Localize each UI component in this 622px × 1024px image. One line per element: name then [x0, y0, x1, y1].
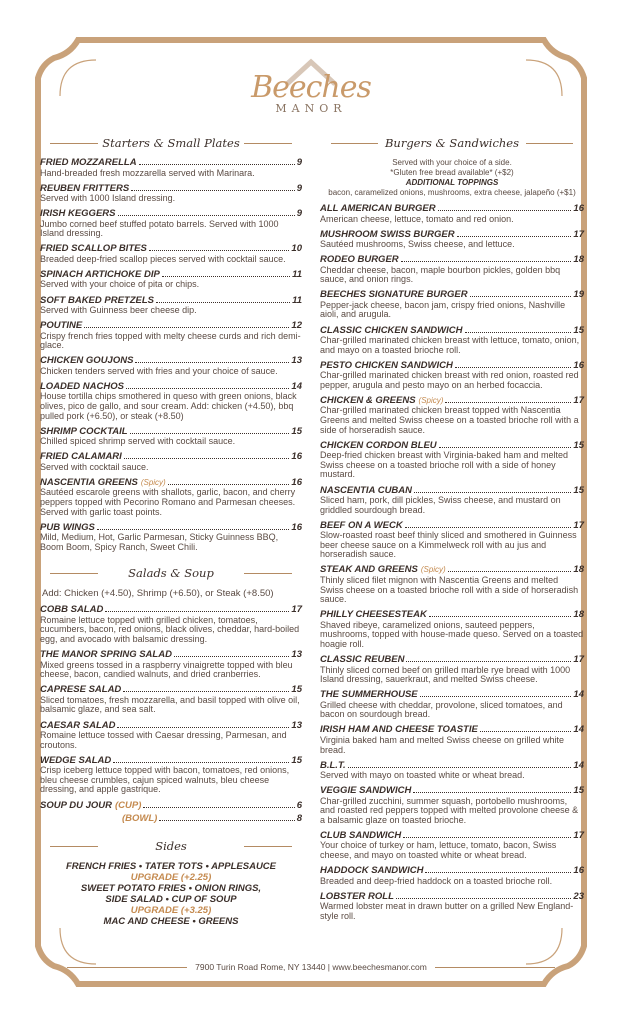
menu-item-name: ALL AMERICAN BURGER	[320, 203, 436, 214]
menu-item-description: Romaine lettuce tossed with Caesar dressing, Parmesan, and croutons.	[40, 730, 287, 750]
starters-title: Starters & Small Plates	[40, 136, 302, 150]
soup-cup-price: 6	[296, 799, 302, 811]
dot-leader	[348, 767, 572, 768]
menu-item	[320, 831, 584, 861]
menu-item-name: THE MANOR SPRING SALAD	[40, 649, 172, 661]
dot-leader	[162, 276, 290, 277]
menu-item-name: FRIED MOZZARELLA	[40, 157, 137, 168]
dot-leader	[84, 327, 289, 328]
menu-item-price: 23	[573, 890, 584, 902]
dot-leader	[143, 807, 294, 808]
menu-item-description: Thinly sliced corned beef on grilled marble rye bread with 1000 Island dressing, sauerkraut, and melted Swiss cheese.	[320, 664, 571, 685]
menu-item-description: Sautéed escarole greens with shallots, garlic, bacon, and cherry peppers topped with Pecorino Romano and Parmesan cheeses. Served with garlic toast points.	[40, 487, 296, 517]
menu-item	[320, 255, 584, 285]
menu-item-name: CHICKEN GOUJONS	[40, 355, 134, 367]
spicy-tag: (Spicy)	[140, 477, 166, 487]
menu-item-name: REUBEN FRITTERS	[40, 182, 130, 194]
menu-item-description: Chilled spiced shrimp served with cocktail sauce.	[40, 436, 236, 447]
menu-item-price: 16	[291, 476, 302, 488]
sides-upgrade-2: UPGRADE (+3.25)	[130, 904, 212, 916]
menu-item	[320, 761, 584, 781]
menu-item-price: 16	[291, 451, 302, 463]
menu-item	[40, 296, 302, 316]
dot-leader	[448, 571, 572, 572]
menu-item-name: NASCENTIA GREENS	[40, 476, 138, 488]
menu-item-description: Jumbo corned beef stuffed potato barrels. Served with 1000 Island dressing.	[40, 218, 279, 239]
menu-item-price: 15	[573, 484, 584, 496]
dot-leader	[135, 362, 289, 363]
menu-item-name: BEECHES SIGNATURE BURGER	[320, 289, 468, 301]
menu-item-name: NASCENTIA CUBAN	[320, 484, 413, 496]
menu-item	[40, 321, 302, 351]
menu-item-name: CAESAR SALAD	[40, 719, 116, 731]
spicy-tag: (Spicy)	[418, 395, 444, 405]
dot-leader	[405, 527, 572, 528]
menu-item-price: 14	[291, 380, 302, 392]
salads-add-ons: Add: Chicken (+4.50), Shrimp (+6.50), or Steak (+8.50)	[42, 588, 274, 600]
menu-item-price: 17	[573, 394, 584, 406]
menu-item-description: Breaded and deep-fried haddock on a toasted brioche roll.	[320, 875, 553, 886]
dot-leader	[413, 792, 571, 793]
menu-item-price: 14	[573, 724, 584, 736]
menu-item-price: 9	[296, 182, 302, 194]
menu-item-price: 14	[573, 759, 584, 771]
menu-item-price: 13	[291, 719, 302, 731]
menu-item-name: WEDGE SALAD	[40, 754, 112, 766]
menu-item-description: Sliced ham, pork, dill pickles, Swiss cheese, and mustard on griddled sourdough bread.	[320, 495, 561, 515]
menu-item-name: VEGGIE SANDWICH	[320, 785, 412, 797]
menu-item-description: Char-grilled marinated chicken breast with red onion, roasted red pepper, arugula and pesto mayo on an herbed focaccia.	[320, 370, 579, 390]
menu-item-name: PHILLY CHEESESTEAK	[320, 609, 427, 621]
menu-item	[40, 721, 302, 751]
menu-item-description: Deep-fried chicken breast with Virginia-baked ham and melted Swiss cheese on a toasted brioche roll with a side of honey mustard.	[320, 450, 568, 480]
dot-leader	[403, 837, 571, 838]
salads-list	[40, 605, 302, 795]
menu-item-price: 17	[573, 829, 584, 841]
salads-title: Salads & Soup	[40, 566, 302, 580]
menu-item-name: CHICKEN CORDON BLEU	[320, 439, 437, 451]
menu-item-name: B.L.T.	[320, 759, 346, 771]
menu-item	[320, 486, 584, 516]
menu-item	[40, 184, 302, 204]
menu-item-description: Sliced tomatoes, fresh mozzarella, and basil topped with olive oil, balsamic glaze, and sea salt.	[40, 694, 300, 715]
menu-item-price: 16	[291, 521, 302, 533]
dot-leader	[438, 210, 572, 211]
menu-item	[320, 892, 584, 922]
menu-item	[320, 655, 584, 685]
menu-item-name: RODEO BURGER	[320, 254, 399, 266]
menu-item-description: Chicken tenders served with fries and your choice of sauce.	[40, 365, 278, 376]
menu-item	[320, 361, 584, 391]
dot-leader	[420, 696, 572, 697]
menu-item-price: 17	[573, 654, 584, 666]
menu-item-price: 17	[573, 519, 584, 531]
sandwich-list	[320, 204, 584, 921]
menu-item-description: Hand-breaded fresh mozzarella served with Marinara.	[40, 167, 255, 178]
side-note: Served with your choice of a side.	[392, 158, 512, 167]
menu-item	[40, 270, 302, 290]
menu-item	[320, 610, 584, 649]
right-column	[320, 132, 584, 927]
menu-item-name: LOBSTER ROLL	[320, 890, 394, 902]
menu-item-name: MUSHROOM SWISS BURGER	[320, 228, 455, 240]
menu-item	[320, 204, 584, 224]
menu-item-description: Served with your choice of pita or chips.	[40, 279, 200, 290]
dot-leader	[139, 164, 295, 165]
burgers-title: Burgers & Sandwiches	[320, 136, 584, 150]
dot-leader	[123, 691, 289, 692]
menu-item-price: 9	[296, 157, 302, 168]
dot-leader	[401, 261, 572, 262]
menu-item-price: 13	[291, 649, 302, 661]
sides-included: FRENCH FRIES • TATER TOTS • APPLESAUCE	[65, 860, 277, 872]
menu-item-description: Served with mayo on toasted white or wheat bread.	[320, 770, 525, 781]
dot-leader	[117, 727, 289, 728]
dot-leader	[396, 898, 572, 899]
menu-item-price: 15	[573, 785, 584, 797]
brand-name-script: Beeches	[251, 70, 371, 105]
soup-cup-label: (CUP)	[114, 799, 142, 811]
menu-item-price: 17	[291, 604, 302, 616]
menu-item-description: Your choice of turkey or ham, lettuce, tomato, bacon, Swiss cheese, and mayo on toasted white or wheat bread.	[320, 840, 557, 861]
menu-item-description: Char-grilled marinated chicken breast with lettuce, tomato, onion, and mayo on a toasted brioche roll.	[320, 335, 580, 355]
menu-item-name: SOFT BAKED PRETZELS	[40, 294, 155, 306]
menu-item-price: 18	[573, 564, 584, 576]
menu-item-description: Warmed lobster meat in drawn butter on a grilled New England-style roll.	[320, 901, 574, 921]
menu-item-description: Sautéed mushrooms, Swiss cheese, and lettuce.	[320, 239, 515, 250]
menu-item-name: HADDOCK SANDWICH	[320, 865, 424, 877]
menu-item-name: COBB SALAD	[40, 604, 104, 616]
menu-item-price: 15	[573, 439, 584, 451]
menu-item	[40, 523, 302, 553]
menu-item-description: Romaine lettuce topped with grilled chicken, tomatoes, cucumbers, bacon, red onions, black olives, cheddar, hard-boiled egg, and avocado with balsamic dressing.	[40, 614, 300, 645]
dot-leader	[97, 529, 290, 530]
menu-item	[40, 685, 302, 715]
menu-item-price: 17	[573, 228, 584, 240]
menu-item	[320, 441, 584, 480]
menu-item-name: IRISH HAM AND CHEESE TOASTIE	[320, 724, 478, 736]
dot-leader	[425, 872, 571, 873]
menu-item-description: Served with Guinness beer cheese dip.	[40, 305, 197, 316]
dot-leader	[455, 367, 572, 368]
menu-item-description: Thinly sliced filet mignon with Nascentia Greens and melted Swiss cheese on a toasted brioche roll with a side of horseradish sauce.	[320, 574, 579, 605]
menu-item-name: CLUB SANDWICH	[320, 829, 402, 841]
menu-item-price: 18	[573, 254, 584, 266]
soup-name: SOUP DU JOUR	[40, 799, 112, 811]
menu-item-name: CLASSIC REUBEN	[320, 654, 405, 666]
dot-leader	[130, 433, 290, 434]
soup-bowl-price: 8	[296, 813, 302, 824]
menu-item	[320, 565, 584, 604]
menu-item-price: 19	[573, 289, 584, 301]
menu-item-price: 18	[573, 609, 584, 621]
menu-item-price: 16	[573, 203, 584, 214]
menu-item	[320, 326, 584, 356]
dot-leader	[131, 190, 295, 191]
menu-item-description: Mild, Medium, Hot, Garlic Parmesan, Sticky Guinness BBQ, Boom Boom, Spicy Ranch, Sweet Chili.	[40, 532, 279, 552]
menu-item	[40, 244, 302, 264]
menu-item-name: CAPRESE SALAD	[40, 684, 122, 696]
menu-item-description: Crisp iceberg lettuce topped with bacon, tomatoes, red onions, bleu cheese crumbles, cajun spiced walnuts, bleu cheese dressing, and apple gastrique.	[40, 765, 290, 795]
dot-leader	[457, 236, 572, 237]
menu-item	[40, 382, 302, 421]
menu-item-price: 15	[291, 425, 302, 437]
toppings-list: bacon, caramelized onions, mushrooms, extra cheese, jalapeño (+$1)	[328, 188, 576, 197]
dot-leader	[406, 661, 571, 662]
footer-address: 7900 Turin Road Rome, NY 13440 | www.beechesmanor.com	[0, 962, 622, 972]
menu-item-name: FRIED SCALLOP BITES	[40, 243, 147, 255]
menu-item-description: Breaded deep-fried scallop pieces served with cocktail sauce.	[40, 253, 286, 264]
menu-item	[320, 866, 584, 886]
menu-item-description: Virginia baked ham and melted Swiss cheese on grilled white bread.	[320, 734, 564, 755]
menu-item-description: Char-grilled marinated chicken breast topped with Nascentia Greens and melted Swiss cheese on a toasted brioche roll with a side of horseradish sauce.	[320, 405, 579, 435]
sides-upgrade-1: UPGRADE (+2.25)	[130, 871, 212, 883]
menu-item-name: SHRIMP COCKTAIL	[40, 425, 128, 437]
sides-upgrade-1-items-b: SIDE SALAD • CUP OF SOUP	[105, 893, 237, 905]
menu-item-description: Mixed greens tossed in a raspberry vinaigrette topped with bleu cheese, bacon, candied walnuts, and dried cranberries.	[40, 659, 293, 680]
sides-title: Sides	[40, 839, 302, 853]
soup-bowl-label: (BOWL)	[122, 813, 158, 824]
menu-item	[320, 290, 584, 320]
menu-item-name: PUB WINGS	[40, 521, 95, 533]
menu-item-name: STEAK AND GREENS	[320, 564, 418, 576]
menu-item-name: THE SUMMERHOUSE	[320, 689, 418, 701]
menu-item	[320, 396, 584, 435]
menu-item-price: 10	[291, 243, 302, 255]
menu-item-name: FRIED CALAMARI	[40, 451, 122, 463]
menu-item-price: 15	[291, 684, 302, 696]
menu-item-price: 16	[573, 865, 584, 877]
menu-item-description: Slow-roasted roast beef thinly sliced and smothered in Guinness beer cheese sauce on a Kimmelweck roll with au jus and horseradish sauce.	[320, 530, 577, 560]
menu-item	[320, 786, 584, 825]
menu-item-description: Char-grilled zucchini, summer squash, portobello mushrooms, and roasted red peppers topped with melted provolone cheese & a balsamic glaze on toasted brioche.	[320, 795, 579, 825]
menu-item	[320, 690, 584, 720]
menu-item-description: Shaved ribeye, caramelized onions, sauteed peppers, mushrooms, topped with house-made queso. Served on a toasted hoagie roll.	[320, 619, 584, 649]
menu-item-name: LOADED NACHOS	[40, 380, 124, 392]
dot-leader	[168, 484, 290, 485]
menu-item-description: Served with cocktail sauce.	[40, 461, 149, 472]
menu-item	[40, 356, 302, 376]
menu-item	[320, 230, 584, 250]
gluten-free-note: *Gluten free bread available* (+$2)	[390, 168, 514, 177]
toppings-title: ADDITIONAL TOPPINGS	[405, 178, 499, 187]
menu-item-price: 13	[291, 355, 302, 367]
menu-item-price: 9	[296, 208, 302, 220]
menu-item-description: Cheddar cheese, bacon, maple bourbon pickles, golden bbq sauce, and onion rings.	[320, 264, 561, 285]
menu-item-description: Grilled cheese with cheddar, provolone, sliced tomatoes, and bacon on sourdough bread.	[320, 699, 563, 720]
dot-leader	[445, 402, 571, 403]
menu-item-price: 11	[292, 268, 302, 280]
dot-leader	[174, 656, 289, 657]
dot-leader	[414, 492, 571, 493]
dot-leader	[105, 611, 289, 612]
dot-leader	[439, 447, 572, 448]
spicy-tag: (Spicy)	[420, 565, 446, 575]
menu-item	[40, 756, 302, 795]
menu-item-price: 15	[291, 754, 302, 766]
menu-item	[40, 427, 302, 447]
sides-upgrade-1-items-a: SWEET POTATO FRIES • ONION RINGS,	[80, 882, 262, 894]
menu-item	[40, 209, 302, 239]
brand-logo	[0, 58, 622, 115]
dot-leader	[465, 332, 572, 333]
left-column	[40, 132, 302, 927]
menu-item	[40, 452, 302, 472]
dot-leader	[113, 762, 289, 763]
menu-item-price: 14	[573, 689, 584, 701]
dot-leader	[470, 296, 572, 297]
dot-leader	[159, 820, 294, 821]
soup-item	[40, 801, 302, 825]
dot-leader	[126, 388, 290, 389]
sides-upgrade-2-items: MAC AND CHEESE • GREENS	[103, 915, 239, 927]
menu-item	[40, 478, 302, 517]
menu-item	[40, 158, 302, 178]
menu-item	[40, 650, 302, 680]
menu-item-name: CLASSIC CHICKEN SANDWICH	[320, 324, 463, 336]
menu-item-name: SPINACH ARTICHOKE DIP	[40, 268, 160, 280]
menu-item	[320, 521, 584, 560]
menu-item-name: IRISH KEGGERS	[40, 208, 116, 220]
starters-list	[40, 158, 302, 552]
menu-item-price: 11	[292, 294, 302, 306]
menu-item-name: POUTINE	[40, 320, 83, 332]
menu-item-price: 15	[573, 324, 584, 336]
dot-leader	[480, 731, 572, 732]
menu-item-description: Served with 1000 Island dressing.	[40, 193, 176, 204]
menu-item	[40, 605, 302, 644]
menu-item-description: House tortilla chips smothered in queso with green onions, black olives, pico de gallo, and sour cream. Add: chicken (+4.50), bbq pulled pork (+6.50), or steak (+8.50)	[40, 391, 297, 421]
dot-leader	[429, 616, 572, 617]
menu-item-name: PESTO CHICKEN SANDWICH	[320, 359, 453, 371]
brand-name-caps: MANOR	[275, 102, 347, 115]
menu-item-description: American cheese, lettuce, tomato and red onion.	[320, 213, 514, 224]
menu-item-price: 16	[573, 359, 584, 371]
menu-item-price: 12	[291, 320, 302, 332]
dot-leader	[156, 302, 290, 303]
menu-item-description: Crispy french fries topped with melty cheese curds and rich demi-glace.	[40, 330, 301, 351]
menu-item-name: BEEF ON A WECK	[320, 519, 403, 531]
menu-item	[320, 725, 584, 755]
dot-leader	[149, 250, 290, 251]
dot-leader	[124, 458, 290, 459]
menu-item-description: Pepper-jack cheese, bacon jam, crispy fried onions, Nashville aioli, and arugula.	[320, 299, 566, 320]
dot-leader	[118, 215, 295, 216]
menu-item-name: CHICKEN & GREENS	[320, 394, 416, 406]
